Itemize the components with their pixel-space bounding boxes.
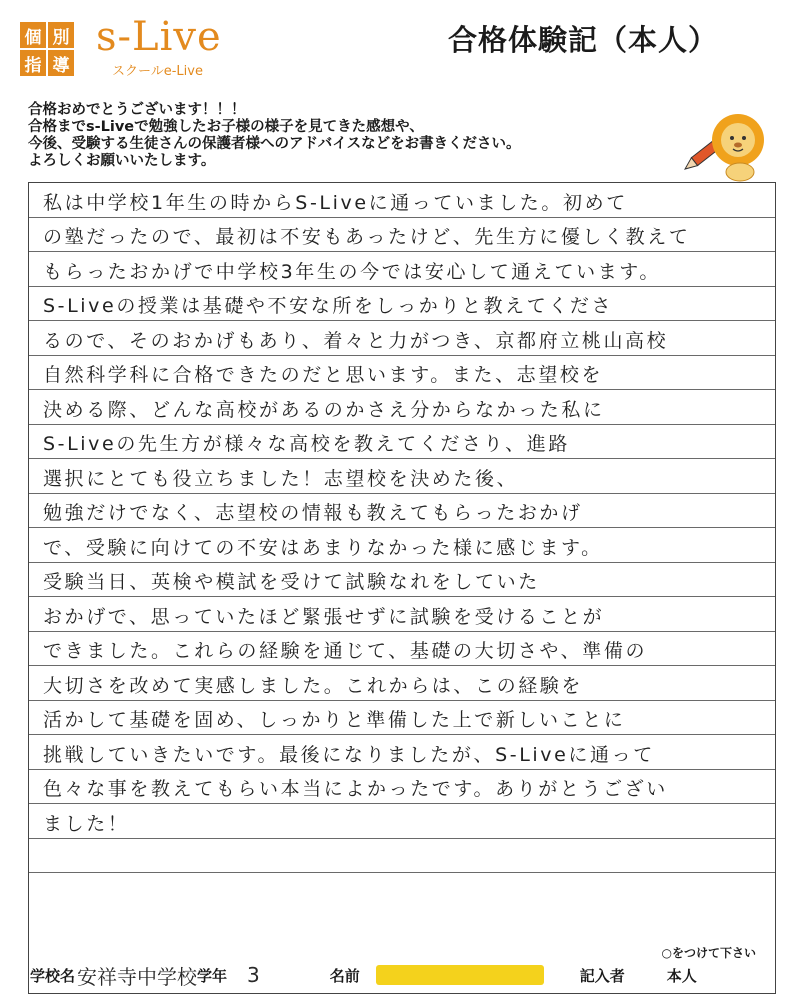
instruction-line: 合格までs-Liveで勉強したお子様の様子を見てきた感想や、 [28, 119, 424, 135]
instruction-line: 合格おめでとうございます！！！ [28, 102, 246, 118]
essay-line [29, 632, 775, 667]
essay-line-text: できました。これらの経験を通じて、基礎の大切さや、準備の [43, 640, 648, 662]
essay-line-text: 色々な事を教えてもらい本当によかったです。ありがとうござい [43, 778, 668, 800]
lion-mascot-with-pencil-icon [680, 92, 772, 182]
essay-line [29, 873, 775, 908]
footer-row [28, 958, 774, 992]
essay-line-text: 活かして基礎を固め、しっかりと準備した上で新しいことに [43, 709, 626, 731]
essay-line-text: 決める際、どんな高校があるのかさえ分からなかった私に [43, 398, 605, 421]
writer-label [580, 965, 625, 986]
essay-line-text: 私は中学校1年生の時からS-Liveに通っていました。初めて [43, 191, 628, 214]
essay-line [29, 563, 775, 598]
logo-char: 指 [20, 50, 46, 76]
essay-line [29, 390, 775, 425]
essay-line [29, 839, 775, 874]
essay-line [29, 666, 775, 701]
essay-line [29, 528, 775, 563]
essay-line [29, 321, 775, 356]
essay-line [29, 804, 775, 839]
essay-line-text: 挑戦していきたいです。最後になりましたが、S-Liveに通って [43, 743, 655, 766]
logo-badge [20, 22, 74, 76]
essay-line-text: おかげで、思っていたほど緊張せずに試験を受けることが [43, 605, 605, 628]
writer-label-text: 記入者 [579, 966, 625, 985]
essay-line-text: 勉強だけでなく、志望校の情報も教えてもらったおかげ [43, 502, 583, 524]
essay-line [29, 701, 775, 736]
essay-line [29, 218, 775, 253]
brand-subtitle: スクールe-Live [112, 64, 203, 79]
instruction-line: よろしくお願いいたします。 [28, 153, 216, 169]
essay-line-text: の塾だったので、最初は不安もあったけど、先生方に優しく教えて [43, 226, 691, 248]
essay-line [29, 183, 775, 218]
essay-line [29, 425, 775, 460]
name-redaction-highlight [376, 965, 544, 985]
logo-char: 別 [48, 22, 74, 48]
essay-line [29, 770, 775, 805]
brand-logo: s-Live [96, 14, 222, 60]
essay-line [29, 494, 775, 529]
essay-line-text: S-Liveの授業は基礎や不安な所をしっかりと教えてくださ [43, 295, 614, 317]
essay-line [29, 252, 775, 287]
essay-line [29, 597, 775, 632]
document-title: 合格体験記（本人） [448, 23, 719, 57]
essay-line-text: 大切さを改めて実感しました。これからは、この経験を [43, 674, 584, 697]
writer-value: 本人 [666, 966, 697, 985]
essay-line-text: るので、そのおかげもあり、着々と力がつき、京都府立桃山高校 [43, 329, 669, 352]
essay-line [29, 459, 775, 494]
essay-line-text: ました！ [43, 812, 130, 835]
logo-char: 個 [20, 22, 46, 48]
essay-line-text: S-Liveの先生方が様々な高校を教えてくださり、進路 [43, 433, 570, 455]
grade-label: 学年 [197, 966, 228, 985]
grade-value: 3 [247, 963, 260, 987]
logo-char: 導 [48, 50, 74, 76]
essay-line [29, 735, 775, 770]
essay-sheet [28, 182, 776, 994]
school-label: 学校名 [30, 966, 76, 985]
essay-line-text: で、受験に向けての不安はあまりなかった様に感じます。 [43, 536, 603, 559]
instructions [28, 102, 668, 170]
instruction-line: 今後、受験する生徒さんの保護者様へのアドバイスなどをお書きください。 [28, 136, 521, 152]
essay-line-text: もらったおかげで中学校3年生の今では安心して通えています。 [43, 260, 661, 283]
name-label: 名前 [329, 966, 360, 985]
essay-line [29, 356, 775, 391]
school-value: 安祥寺中学校 [77, 964, 198, 989]
essay-line-text: 選択にとても役立ちました！志望校を決めた後、 [43, 467, 519, 490]
essay-line-text: 受験当日、英検や模試を受けて試験なれをしていた [43, 571, 540, 593]
circle-instruction-note: ○をつけて下さい [661, 946, 756, 960]
essay-line [29, 287, 775, 322]
essay-line-text: 自然科学科に合格できたのだと思います。また、志望校を [43, 364, 604, 386]
